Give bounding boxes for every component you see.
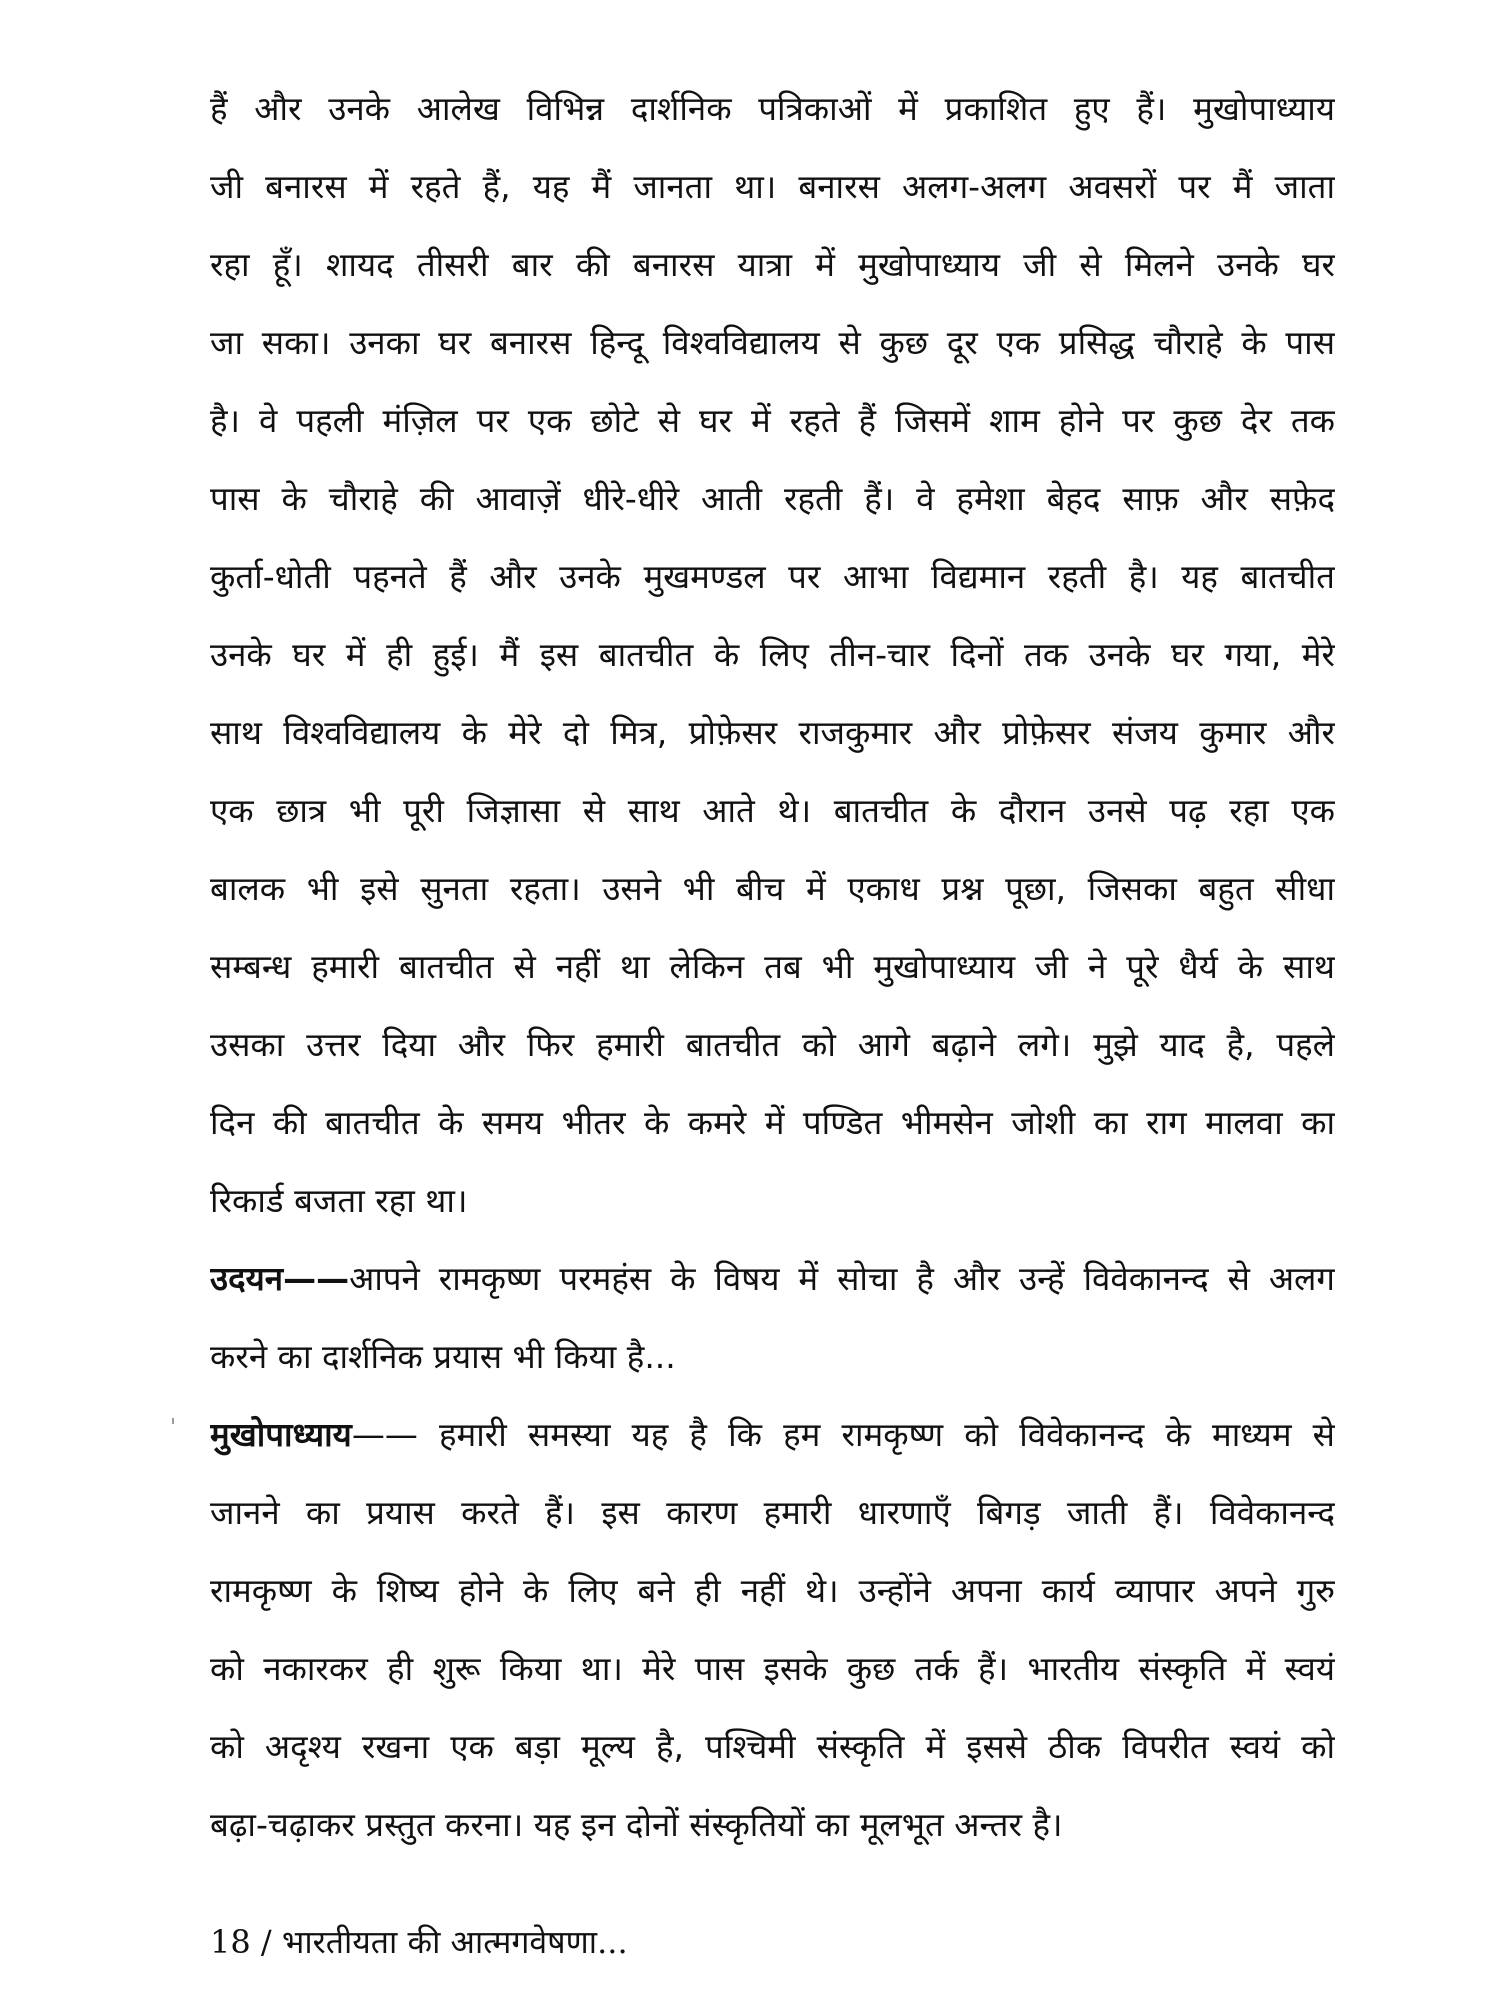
intro-paragraph bbox=[210, 70, 1335, 1240]
text-line: जा सका। उनका घर बनारस हिन्दू विश्वविद्यालय से कुछ दूर एक प्रसिद्ध चौराहे के पास bbox=[210, 323, 1335, 362]
answer-line: को अदृश्य रखना एक बड़ा मूल्य है, पश्चिमी संस्कृति में इससे ठीक विपरीत स्वयं को bbox=[210, 1727, 1335, 1766]
speaker-dash: —— bbox=[283, 1259, 350, 1298]
text-line: साथ विश्वविद्यालय के मेरे दो मित्र, प्रोफ़ेसर राजकुमार और प्रोफ़ेसर संजय कुमार और bbox=[210, 713, 1335, 752]
speaker-label-mukhopadhyay: मुखोपाध्याय bbox=[210, 1415, 352, 1454]
text-line: पास के चौराहे की आवाज़ें धीरे-धीरे आती रहती हैं। वे हमेशा बेहद साफ़ और सफ़ेद bbox=[210, 479, 1335, 518]
answer-line: बढ़ा-चढ़ाकर प्रस्तुत करना। यह इन दोनों संस्कृतियों का मूलभूत अन्तर है। bbox=[210, 1805, 1063, 1844]
book-title: भारतीयता की आत्मगवेषणा... bbox=[281, 1923, 628, 1961]
page-footer bbox=[210, 1920, 628, 1964]
text-line: उसका उत्तर दिया और फिर हमारी बातचीत को आगे बढ़ाने लगे। मुझे याद है, पहले bbox=[210, 1025, 1335, 1064]
answer-text: हमारी समस्या यह है कि हम रामकृष्ण को विवेकानन्द के माध्यम से bbox=[438, 1415, 1335, 1454]
answer-block bbox=[210, 1396, 1335, 1864]
text-line: बालक भी इसे सुनता रहता। उसने भी बीच में एकाध प्रश्न पूछा, जिसका बहुत सीधा bbox=[210, 869, 1335, 908]
speaker-label-udayan: उदयन bbox=[210, 1259, 284, 1298]
text-line: एक छात्र भी पूरी जिज्ञासा से साथ आते थे। बातचीत के दौरान उनसे पढ़ रहा एक bbox=[210, 791, 1335, 830]
question-line: करने का दार्शनिक प्रयास भी किया है... bbox=[210, 1337, 676, 1376]
text-line: रहा हूँ। शायद तीसरी बार की बनारस यात्रा में मुखोपाध्याय जी से मिलने उनके घर bbox=[210, 245, 1335, 284]
question-text: आपने रामकृष्ण परमहंस के विषय में सोचा है और उन्हें विवेकानन्द से अलग bbox=[349, 1259, 1335, 1298]
answer-line: जानने का प्रयास करते हैं। इस कारण हमारी धारणाएँ बिगड़ जाती हैं। विवेकानन्द bbox=[210, 1493, 1335, 1532]
question-line bbox=[210, 1240, 1335, 1318]
page-number: 18 bbox=[210, 1923, 251, 1961]
answer-line bbox=[210, 1396, 1335, 1474]
text-line: उनके घर में ही हुई। मैं इस बातचीत के लिए तीन-चार दिनों तक उनके घर गया, मेरे bbox=[210, 635, 1335, 674]
answer-line: को नकारकर ही शुरू किया था। मेरे पास इसके कुछ तर्क हैं। भारतीय संस्कृति में स्वयं bbox=[210, 1649, 1335, 1688]
text-line: है। वे पहली मंज़िल पर एक छोटे से घर में रहते हैं जिसमें शाम होने पर कुछ देर तक bbox=[210, 401, 1335, 440]
text-line: हैं और उनके आलेख विभिन्न दार्शनिक पत्रिकाओं में प्रकाशित हुए हैं। मुखोपाध्याय bbox=[210, 89, 1335, 128]
text-line: कुर्ता-धोती पहनते हैं और उनके मुखमण्डल पर आभा विद्यमान रहती है। यह बातचीत bbox=[210, 557, 1335, 596]
page-body bbox=[210, 70, 1335, 1864]
footer-separator: / bbox=[250, 1923, 282, 1961]
question-block bbox=[210, 1240, 1335, 1396]
speaker-dash: —— bbox=[351, 1415, 439, 1454]
text-line: जी बनारस में रहते हैं, यह मैं जानता था। बनारस अलग-अलग अवसरों पर मैं जाता bbox=[210, 167, 1335, 206]
text-line: सम्बन्ध हमारी बातचीत से नहीं था लेकिन तब भी मुखोपाध्याय जी ने पूरे धैर्य के साथ bbox=[210, 947, 1335, 986]
margin-mark bbox=[172, 1418, 174, 1424]
answer-line: रामकृष्ण के शिष्य होने के लिए बने ही नहीं थे। उन्होंने अपना कार्य व्यापार अपने गुरु bbox=[210, 1571, 1335, 1610]
text-line: दिन की बातचीत के समय भीतर के कमरे में पण्डित भीमसेन जोशी का राग मालवा का bbox=[210, 1103, 1335, 1142]
text-line: रिकार्ड बजता रहा था। bbox=[210, 1181, 468, 1220]
